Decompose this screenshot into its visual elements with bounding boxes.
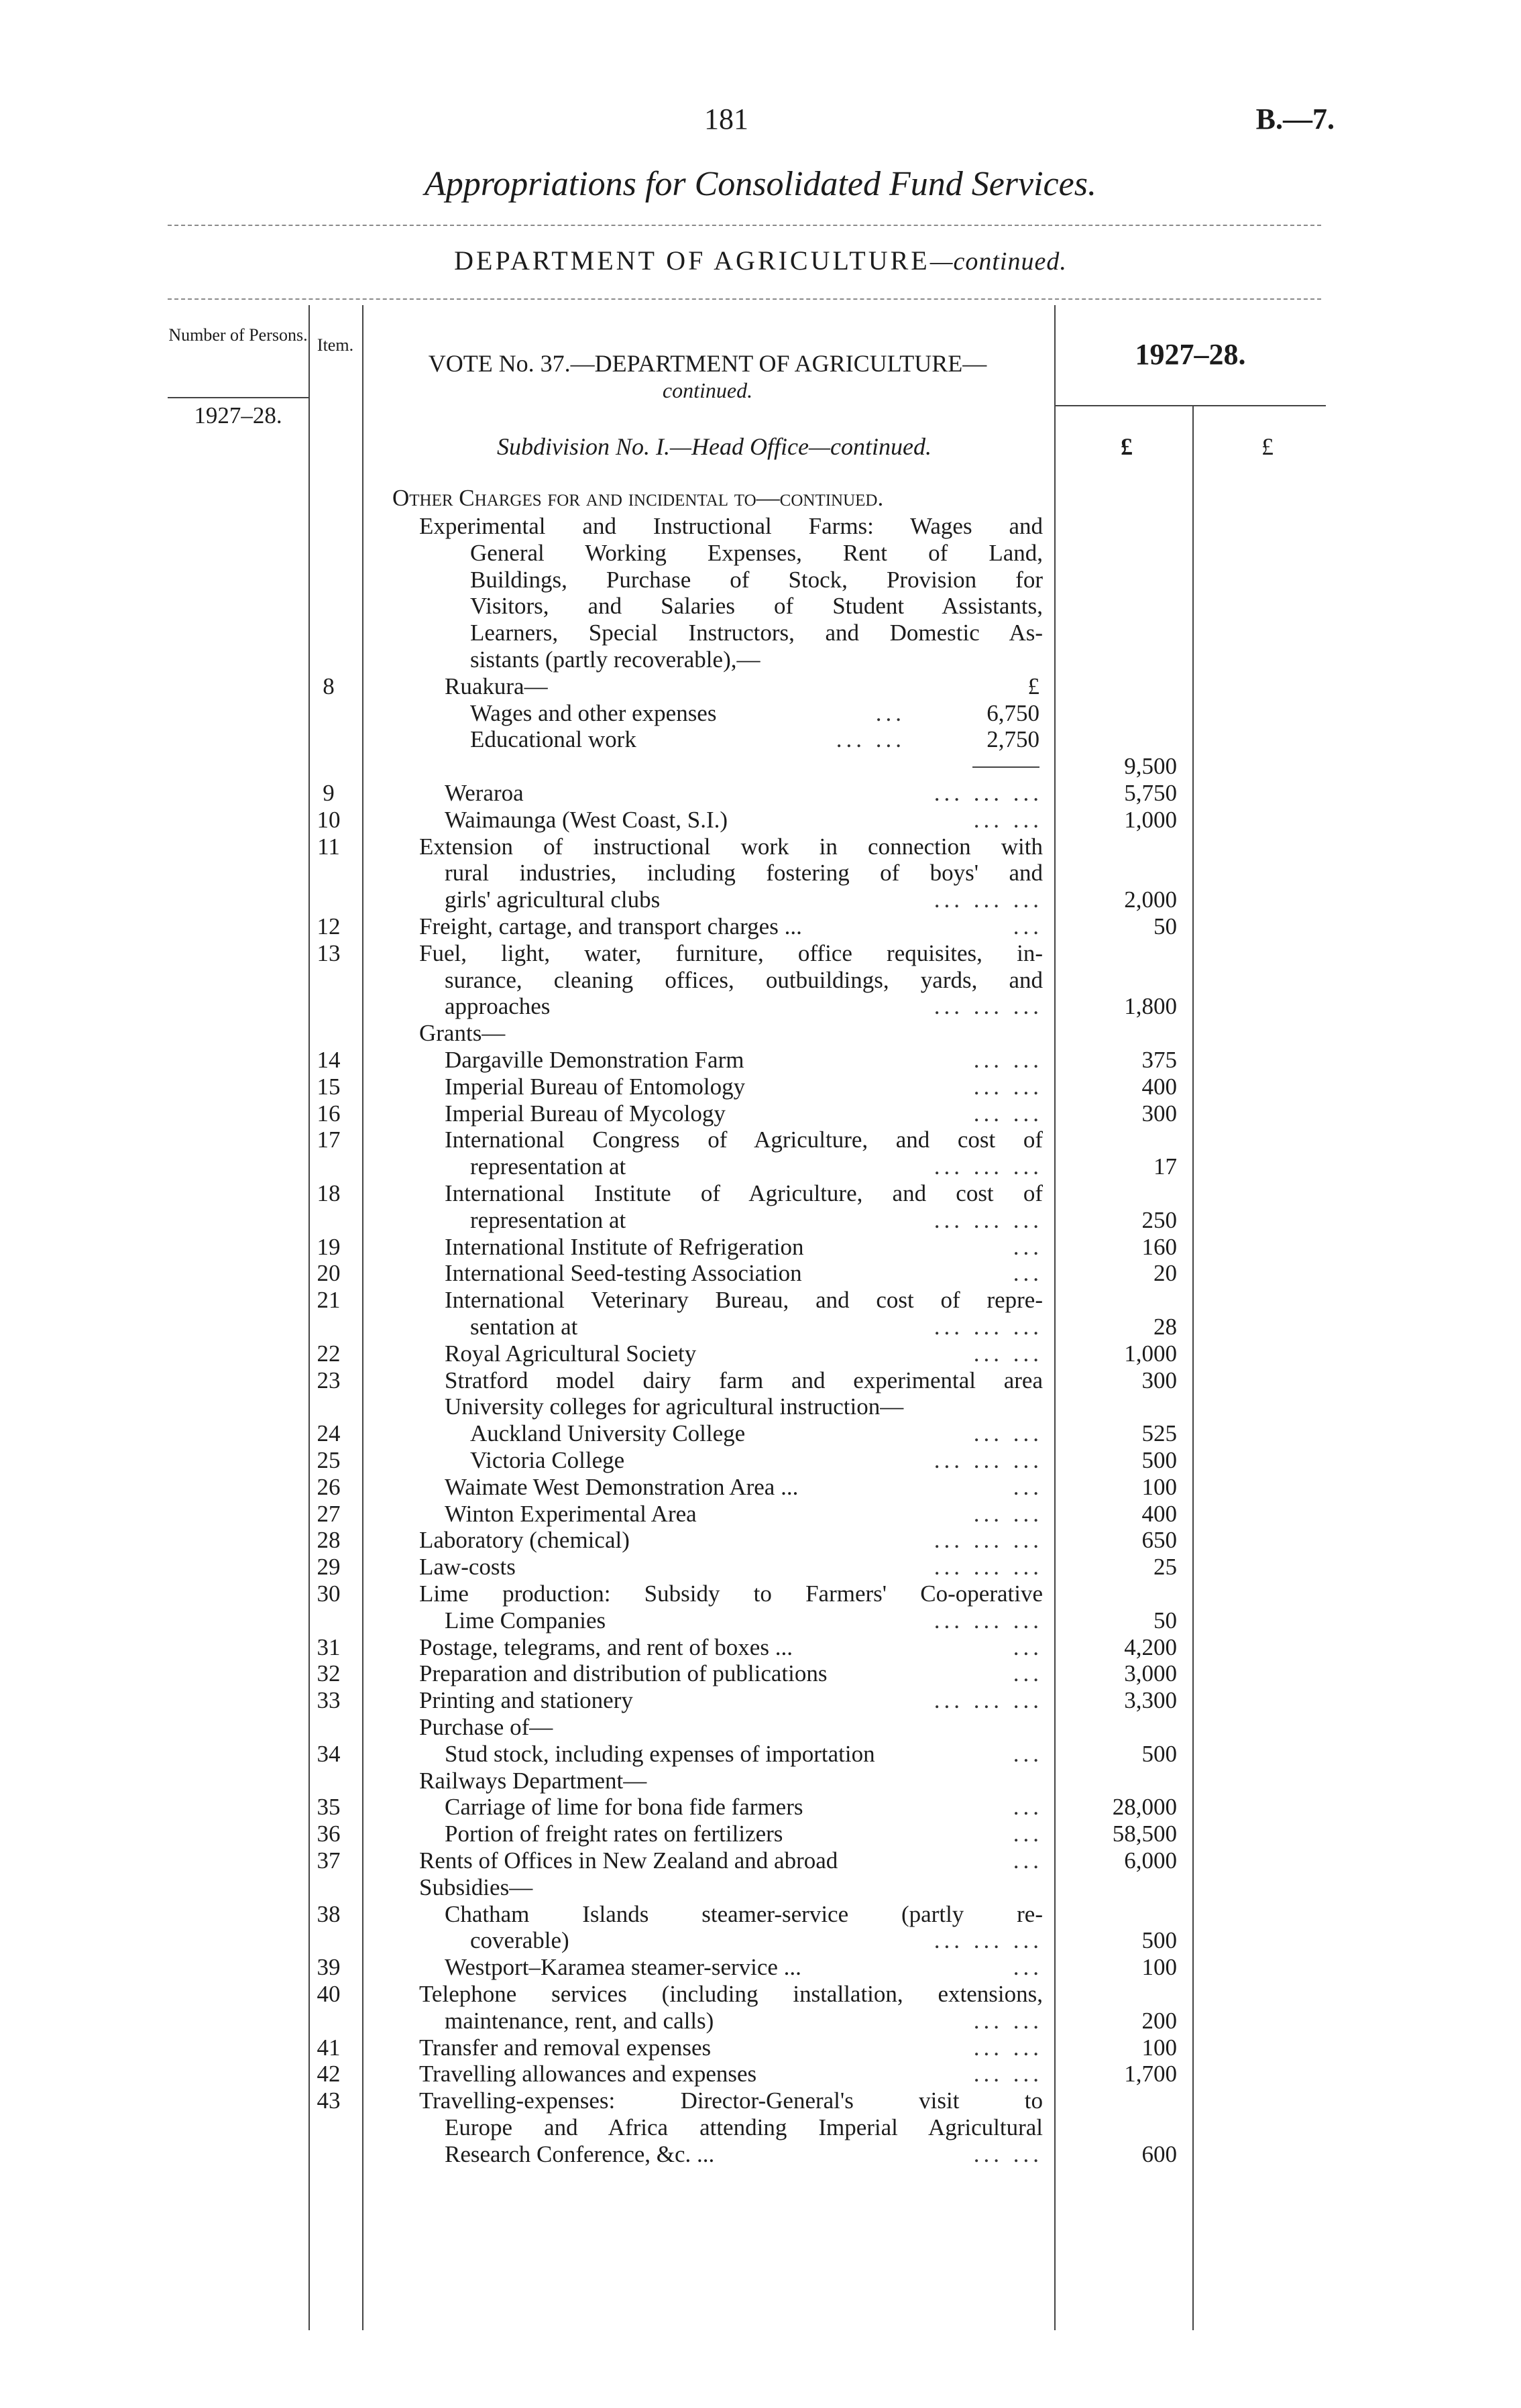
dot-leader: ... bbox=[1013, 1821, 1043, 1847]
line-text: coverable) bbox=[470, 1927, 569, 1953]
persons-year-header: 1927–28. bbox=[194, 402, 282, 428]
line-text: Wages and other expenses bbox=[470, 700, 717, 726]
item-number: 28 bbox=[317, 1527, 341, 1553]
dot-leader: ... ... ... bbox=[934, 1207, 1043, 1233]
dot-leader: ... ... bbox=[973, 2061, 1043, 2087]
line-amount: 300 bbox=[1141, 1100, 1177, 1127]
item-number: 20 bbox=[317, 1260, 341, 1286]
dot-leader: ... ... bbox=[973, 2141, 1043, 2167]
sub-amount: £ bbox=[1027, 673, 1039, 699]
line-amount: 1,700 bbox=[1124, 2061, 1177, 2087]
line-amount: 4,200 bbox=[1124, 1634, 1177, 1660]
page-reference: B.—7. bbox=[1255, 103, 1335, 135]
line-amount: 3,000 bbox=[1124, 1660, 1177, 1686]
line-text: Waimaunga (West Coast, S.I.) bbox=[445, 807, 728, 833]
line-description bbox=[445, 1794, 1043, 1821]
column-rule-item bbox=[362, 305, 363, 2330]
line-amount: 300 bbox=[1141, 1367, 1177, 1393]
line-description: Lime production: Subsidy to Farmers' Co-operative bbox=[419, 1581, 1043, 1607]
line-description: International Veterinary Bureau, and cost of repre- bbox=[445, 1287, 1043, 1313]
line-description bbox=[470, 1927, 1043, 1954]
column-rule-description bbox=[1054, 305, 1056, 2330]
item-number: 27 bbox=[317, 1501, 341, 1527]
item-number: 37 bbox=[317, 1847, 341, 1874]
currency-symbol-2: £ bbox=[1261, 433, 1274, 460]
line-amount: 500 bbox=[1141, 1927, 1177, 1953]
dot-leader: ... ... ... bbox=[934, 1447, 1043, 1473]
dot-leader: ... ... ... bbox=[934, 1153, 1043, 1180]
line-description bbox=[470, 1447, 1043, 1474]
line-amount: 500 bbox=[1141, 1741, 1177, 1767]
page-number: 181 bbox=[704, 103, 748, 135]
line-description: Stratford model dairy farm and experimental area bbox=[445, 1367, 1043, 1393]
line-description bbox=[445, 1741, 1043, 1768]
line-text: Freight, cartage, and transport charges ... bbox=[419, 913, 802, 939]
item-number: 26 bbox=[317, 1474, 341, 1500]
line-description: Visitors, and Salaries of Student Assistants, bbox=[470, 593, 1043, 619]
line-text: Lime Companies bbox=[445, 1607, 606, 1633]
line-text: Stud stock, including expenses of importation bbox=[445, 1741, 875, 1767]
department-divider bbox=[168, 298, 1321, 300]
dot-leader: ... ... bbox=[973, 1100, 1043, 1127]
dot-leader: ... bbox=[1013, 1234, 1043, 1260]
dot-leader: ... bbox=[1013, 1741, 1043, 1767]
line-description: International Institute of Agriculture, and cost of bbox=[445, 1180, 1043, 1206]
dot-leader: ... ... bbox=[973, 807, 1043, 833]
line-text: Imperial Bureau of Entomology bbox=[445, 1074, 746, 1100]
dot-leader: ... ... ... bbox=[934, 1607, 1043, 1633]
line-description: sistants (partly recoverable),— bbox=[470, 646, 760, 673]
item-number: 10 bbox=[317, 807, 341, 833]
dot-leader: ... bbox=[1013, 1794, 1043, 1820]
line-description: International Congress of Agriculture, and cost of bbox=[445, 1127, 1043, 1153]
line-description bbox=[470, 1153, 1043, 1180]
line-description bbox=[470, 1314, 1043, 1340]
item-number: 25 bbox=[317, 1447, 341, 1473]
number-of-persons-header: Number of Persons. bbox=[168, 325, 308, 345]
line-amount: 6,000 bbox=[1124, 1847, 1177, 1874]
line-text: Royal Agricultural Society bbox=[445, 1340, 697, 1367]
sub-amount: 6,750 bbox=[987, 700, 1039, 726]
line-amount: 100 bbox=[1141, 1954, 1177, 1980]
line-text: approaches bbox=[445, 993, 551, 1019]
line-text: Waimate West Demonstration Area ... bbox=[445, 1474, 799, 1500]
line-text: Weraroa bbox=[445, 780, 524, 806]
item-number: 17 bbox=[317, 1127, 341, 1153]
item-number: 42 bbox=[317, 2061, 341, 2087]
line-text: representation at bbox=[470, 1153, 626, 1180]
line-text: Preparation and distribution of publications bbox=[419, 1660, 828, 1686]
dot-leader: ... ... bbox=[973, 2034, 1043, 2061]
subdivision-heading: Subdivision No. I.—Head Office—continued. bbox=[497, 433, 932, 460]
line-description bbox=[419, 1660, 1043, 1687]
item-number: 40 bbox=[317, 1981, 341, 2007]
item-number: 22 bbox=[317, 1340, 341, 1367]
line-amount: 375 bbox=[1141, 1047, 1177, 1073]
item-number: 35 bbox=[317, 1794, 341, 1820]
line-amount: 50 bbox=[1153, 913, 1177, 939]
line-text: Winton Experimental Area bbox=[445, 1501, 697, 1527]
item-number: 33 bbox=[317, 1687, 341, 1713]
item-number: 30 bbox=[317, 1581, 341, 1607]
line-text: Dargaville Demonstration Farm bbox=[445, 1047, 744, 1073]
line-description bbox=[445, 1260, 1043, 1287]
line-text: Carriage of lime for bona fide farmers bbox=[445, 1794, 803, 1820]
dot-leader: ... bbox=[1013, 1634, 1043, 1660]
item-number: 9 bbox=[323, 780, 335, 806]
line-description bbox=[445, 1607, 1043, 1634]
line-text: International Seed-testing Association bbox=[445, 1260, 802, 1286]
line-amount: 600 bbox=[1141, 2141, 1177, 2167]
item-number: 39 bbox=[317, 1954, 341, 1980]
line-description: Railways Department— bbox=[419, 1768, 647, 1794]
dot-leader: ... ... ... bbox=[934, 1554, 1043, 1580]
item-number: 32 bbox=[317, 1660, 341, 1686]
item-number: 24 bbox=[317, 1420, 341, 1446]
line-text: maintenance, rent, and calls) bbox=[445, 2008, 714, 2034]
line-amount: 160 bbox=[1141, 1234, 1177, 1260]
line-text: girls' agricultural clubs bbox=[445, 886, 661, 913]
line-description bbox=[445, 2008, 1043, 2034]
line-description: surance, cleaning offices, outbuildings, yards, and bbox=[445, 967, 1043, 993]
vote-title: VOTE No. 37.—DEPARTMENT OF AGRICULTURE— bbox=[428, 350, 987, 377]
line-description bbox=[419, 1527, 1043, 1554]
year-head-rule bbox=[1054, 405, 1326, 406]
line-description bbox=[419, 2034, 1043, 2061]
dot-leader: ... ... bbox=[836, 726, 905, 752]
line-text: Educational work bbox=[470, 726, 636, 752]
currency-symbol-1: £ bbox=[1121, 433, 1133, 460]
line-amount: 1,800 bbox=[1124, 993, 1177, 1019]
line-description bbox=[445, 1100, 1043, 1127]
department-suffix: —continued. bbox=[929, 247, 1067, 276]
line-description bbox=[419, 2061, 1043, 2087]
department-name: DEPARTMENT OF AGRICULTURE bbox=[454, 245, 930, 276]
line-description: Europe and Africa attending Imperial Agricultural bbox=[445, 2114, 1043, 2140]
dot-leader: ... bbox=[1013, 1954, 1043, 1980]
section-header: Other Charges for and incidental to—continued. bbox=[392, 485, 884, 511]
item-header: Item. bbox=[317, 335, 354, 355]
dot-leader: ... ... bbox=[973, 1340, 1043, 1367]
line-amount: 3,300 bbox=[1124, 1687, 1177, 1713]
item-number: 43 bbox=[317, 2087, 341, 2114]
line-amount: 250 bbox=[1141, 1207, 1177, 1233]
dot-leader: ... ... ... bbox=[934, 780, 1043, 806]
item-number: 12 bbox=[317, 913, 341, 939]
dot-leader: ... ... bbox=[973, 1074, 1043, 1100]
line-text: Rents of Offices in New Zealand and abroad bbox=[419, 1847, 838, 1874]
line-description bbox=[445, 886, 1043, 913]
line-text: Postage, telegrams, and rent of boxes ... bbox=[419, 1634, 793, 1660]
item-number: 29 bbox=[317, 1554, 341, 1580]
line-description bbox=[445, 1501, 1043, 1528]
item-number: 16 bbox=[317, 1100, 341, 1127]
line-description bbox=[419, 1554, 1043, 1581]
line-text: International Institute of Refrigeration bbox=[445, 1234, 804, 1260]
line-description bbox=[470, 700, 905, 727]
line-amount: 500 bbox=[1141, 1447, 1177, 1473]
line-text: Law-costs bbox=[419, 1554, 516, 1580]
line-text: Travelling allowances and expenses bbox=[419, 2061, 757, 2087]
dot-leader: ... bbox=[1013, 1260, 1043, 1286]
item-number: 23 bbox=[317, 1367, 341, 1393]
sub-amount: 2,750 bbox=[987, 726, 1039, 752]
dot-leader: ... ... ... bbox=[934, 1687, 1043, 1713]
item-number: 41 bbox=[317, 2034, 341, 2061]
line-amount: 28 bbox=[1153, 1314, 1177, 1340]
line-description: University colleges for agricultural instruction— bbox=[445, 1393, 904, 1420]
dot-leader: ... ... ... bbox=[934, 886, 1043, 913]
line-text: Auckland University College bbox=[470, 1420, 746, 1446]
item-number: 38 bbox=[317, 1901, 341, 1927]
title-divider bbox=[168, 225, 1321, 226]
line-description bbox=[445, 1074, 1043, 1100]
dot-leader: ... bbox=[1013, 913, 1043, 939]
department-heading bbox=[0, 245, 1521, 276]
line-amount: 9,500 bbox=[1124, 753, 1177, 779]
line-description: Buildings, Purchase of Stock, Provision for bbox=[470, 567, 1043, 593]
persons-head-rule bbox=[168, 397, 308, 398]
line-amount: 50 bbox=[1153, 1607, 1177, 1633]
line-amount: 28,000 bbox=[1112, 1794, 1177, 1820]
line-text: Portion of freight rates on fertilizers bbox=[445, 1821, 783, 1847]
line-description bbox=[419, 1687, 1043, 1714]
line-text: representation at bbox=[470, 1207, 626, 1233]
line-description: Extension of instructional work in connection with bbox=[419, 834, 1043, 860]
line-description bbox=[445, 1821, 1043, 1847]
item-number: 11 bbox=[317, 834, 340, 860]
line-description bbox=[419, 1634, 1043, 1661]
dot-leader: ... ... bbox=[973, 1047, 1043, 1073]
page-title: Appropriations for Consolidated Fund Services. bbox=[425, 165, 1096, 203]
item-number: 31 bbox=[317, 1634, 341, 1660]
line-description: Subsidies— bbox=[419, 1874, 533, 1900]
item-number: 19 bbox=[317, 1234, 341, 1260]
line-amount: 525 bbox=[1141, 1420, 1177, 1446]
subtotal-rule bbox=[972, 766, 1039, 768]
line-description: Telephone services (including installation, extensions, bbox=[419, 1981, 1043, 2007]
dot-leader: ... ... ... bbox=[934, 1314, 1043, 1340]
dot-leader: ... ... bbox=[973, 1420, 1043, 1446]
vote-title-continued: continued. bbox=[662, 378, 753, 402]
item-number: 18 bbox=[317, 1180, 341, 1206]
dot-leader: ... bbox=[1013, 1474, 1043, 1500]
line-description bbox=[419, 1847, 1043, 1874]
line-description: Fuel, light, water, furniture, office requisites, in- bbox=[419, 940, 1043, 966]
line-text: Laboratory (chemical) bbox=[419, 1527, 630, 1553]
dot-leader: ... ... ... bbox=[934, 1527, 1043, 1553]
line-amount: 1,000 bbox=[1124, 1340, 1177, 1367]
dot-leader: ... ... ... bbox=[934, 993, 1043, 1019]
item-number: 34 bbox=[317, 1741, 341, 1767]
line-description bbox=[445, 1954, 1043, 1981]
line-amount: 100 bbox=[1141, 2034, 1177, 2061]
line-description bbox=[419, 913, 1043, 940]
line-description bbox=[445, 807, 1043, 834]
line-description: Purchase of— bbox=[419, 1714, 553, 1740]
column-rule-persons bbox=[308, 305, 310, 2330]
line-amount: 58,500 bbox=[1112, 1821, 1177, 1847]
line-text: Westport–Karamea steamer-service ... bbox=[445, 1954, 801, 1980]
line-amount: 1,000 bbox=[1124, 807, 1177, 833]
line-text: Research Conference, &c. ... bbox=[445, 2141, 715, 2167]
line-description bbox=[445, 1474, 1043, 1501]
line-description: Grants— bbox=[419, 1020, 506, 1046]
item-number: 15 bbox=[317, 1074, 341, 1100]
line-amount: 2,000 bbox=[1124, 886, 1177, 913]
line-text: Printing and stationery bbox=[419, 1687, 633, 1713]
dot-leader: ... ... bbox=[973, 2008, 1043, 2034]
line-amount: 400 bbox=[1141, 1074, 1177, 1100]
line-amount: 100 bbox=[1141, 1474, 1177, 1500]
line-description bbox=[445, 780, 1043, 807]
dot-leader: ... ... ... bbox=[934, 1927, 1043, 1953]
line-text: Victoria College bbox=[470, 1447, 625, 1473]
line-description: rural industries, including fostering of boys' and bbox=[445, 860, 1043, 886]
dot-leader: ... bbox=[1013, 1660, 1043, 1686]
line-description: General Working Expenses, Rent of Land, bbox=[470, 540, 1043, 566]
item-number: 36 bbox=[317, 1821, 341, 1847]
line-description bbox=[445, 1340, 1043, 1367]
line-description bbox=[445, 1234, 1043, 1261]
item-number: 14 bbox=[317, 1047, 341, 1073]
line-description: Learners, Special Instructors, and Domestic As- bbox=[470, 620, 1043, 646]
year-header: 1927–28. bbox=[1135, 338, 1246, 371]
dot-leader: ... ... bbox=[973, 1501, 1043, 1527]
line-amount: 20 bbox=[1153, 1260, 1177, 1286]
line-amount: 5,750 bbox=[1124, 780, 1177, 806]
line-description bbox=[445, 2141, 1043, 2168]
dot-leader: ... bbox=[875, 700, 905, 726]
line-amount: 650 bbox=[1141, 1527, 1177, 1553]
line-amount: 17 bbox=[1153, 1153, 1177, 1180]
item-number: 8 bbox=[323, 673, 335, 699]
line-description bbox=[470, 1207, 1043, 1234]
line-text: sentation at bbox=[470, 1314, 578, 1340]
dot-leader: ... bbox=[1013, 1847, 1043, 1874]
line-text: Transfer and removal expenses bbox=[419, 2034, 712, 2061]
line-description bbox=[470, 1420, 1043, 1447]
line-description: Travelling-expenses: Director-General's visit to bbox=[419, 2087, 1043, 2114]
line-description: Chatham Islands steamer-service (partly re- bbox=[445, 1901, 1043, 1927]
line-amount: 25 bbox=[1153, 1554, 1177, 1580]
line-amount: 400 bbox=[1141, 1501, 1177, 1527]
line-description bbox=[470, 726, 905, 753]
line-text: Imperial Bureau of Mycology bbox=[445, 1100, 726, 1127]
column-rule-amount bbox=[1192, 406, 1194, 2330]
item-number: 21 bbox=[317, 1287, 341, 1313]
line-amount: 200 bbox=[1141, 2008, 1177, 2034]
line-description: Ruakura— bbox=[445, 673, 548, 699]
item-number: 13 bbox=[317, 940, 341, 966]
line-description: Experimental and Instructional Farms: Wages and bbox=[419, 513, 1043, 539]
line-description bbox=[445, 1047, 1043, 1074]
line-description bbox=[445, 993, 1043, 1020]
